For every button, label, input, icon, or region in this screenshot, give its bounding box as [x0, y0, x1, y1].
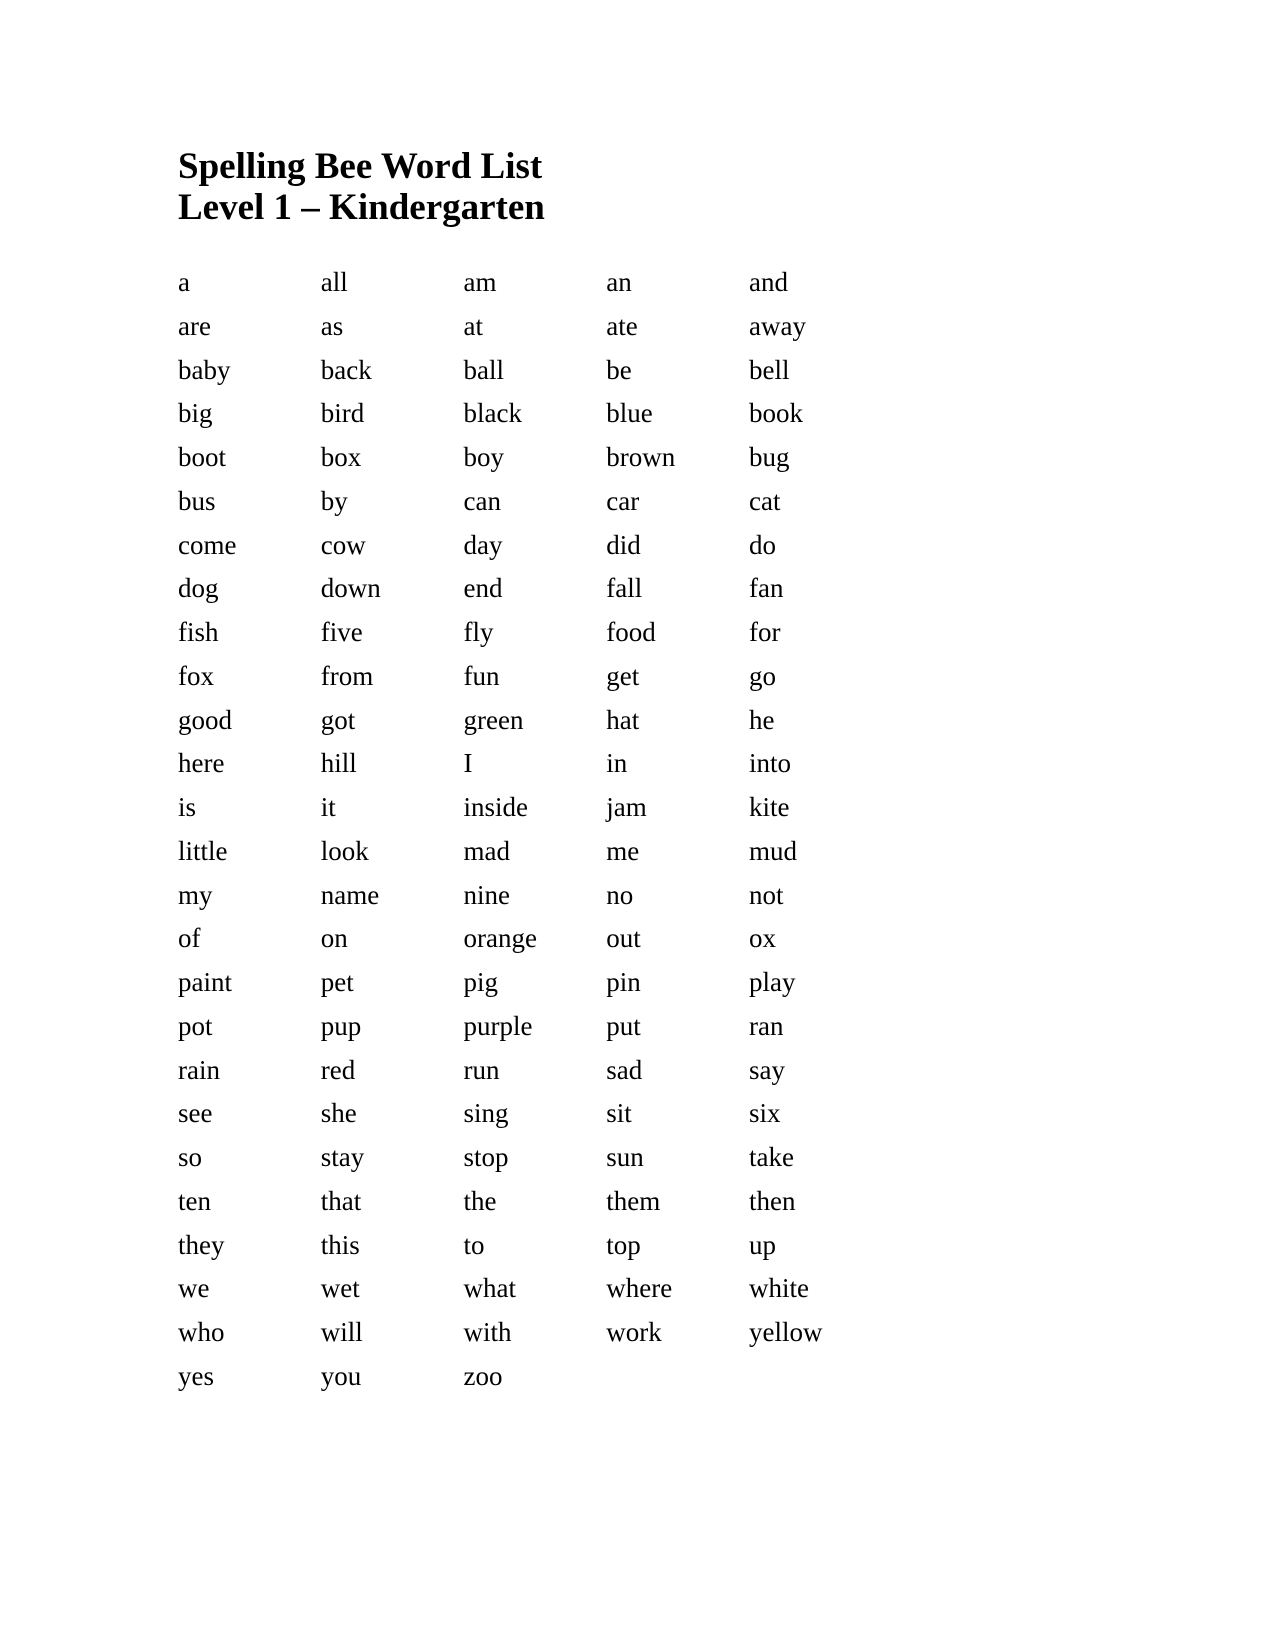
- word-cell: fan: [749, 573, 784, 604]
- title-block: [178, 146, 545, 228]
- word-cell: hill: [320, 748, 357, 779]
- word-cell: five: [320, 617, 363, 647]
- word-cell: take: [749, 1142, 794, 1172]
- word-cell: zoo: [463, 1360, 503, 1391]
- word-row: [178, 877, 892, 921]
- word-cell: it: [320, 792, 336, 822]
- word-cell: for: [749, 617, 781, 647]
- word-cell: at: [463, 310, 483, 341]
- word-cell: out: [606, 923, 641, 954]
- word-row: [178, 1314, 892, 1358]
- word-cell: ate: [606, 310, 638, 341]
- word-row: [178, 789, 892, 833]
- word-cell: by: [320, 485, 348, 516]
- word-cell: end: [463, 573, 503, 604]
- word-cell: my: [178, 879, 213, 910]
- word-cell: up: [749, 1229, 776, 1260]
- word-cell: will: [320, 1317, 363, 1347]
- word-cell: red: [320, 1054, 356, 1085]
- word-cell: baby: [178, 354, 231, 385]
- word-row: [178, 920, 892, 964]
- word-cell: little: [178, 835, 228, 866]
- word-cell: he: [749, 704, 775, 735]
- page-subtitle: Level 1 – Kindergarten: [178, 187, 545, 228]
- word-cell: them: [606, 1185, 661, 1216]
- word-cell: run: [463, 1054, 500, 1085]
- word-row: [178, 1008, 892, 1052]
- word-cell: fox: [178, 660, 214, 691]
- word-cell: mud: [749, 835, 798, 866]
- word-cell: cat: [749, 485, 781, 516]
- word-cell: sun: [606, 1142, 644, 1172]
- word-cell: bus: [178, 485, 216, 516]
- word-cell: boy: [463, 442, 504, 472]
- word-cell: fun: [463, 660, 500, 691]
- word-cell: back: [320, 354, 372, 385]
- page-title: Spelling Bee Word List: [178, 146, 543, 187]
- word-row: [178, 1139, 892, 1183]
- word-cell: black: [463, 398, 522, 429]
- word-cell: pin: [606, 967, 641, 997]
- word-cell: into: [749, 748, 792, 779]
- word-cell: orange: [463, 923, 537, 954]
- word-cell: can: [463, 485, 501, 516]
- word-row: [178, 570, 892, 614]
- word-cell: sing: [463, 1098, 509, 1129]
- word-row: [178, 527, 892, 571]
- word-cell: kite: [749, 792, 790, 822]
- word-cell: this: [320, 1229, 360, 1260]
- word-cell: bird: [320, 398, 365, 429]
- word-cell: get: [606, 660, 640, 691]
- word-cell: fall: [606, 573, 643, 604]
- word-cell: box: [320, 442, 362, 472]
- word-cell: white: [749, 1273, 809, 1304]
- word-cell: dog: [178, 573, 219, 604]
- word-cell: and: [749, 267, 788, 297]
- word-cell: sad: [606, 1054, 643, 1085]
- word-cell: an: [606, 267, 632, 297]
- word-row: [178, 1052, 892, 1096]
- word-cell: food: [606, 617, 656, 647]
- word-cell: down: [320, 573, 381, 604]
- word-row: [178, 264, 892, 308]
- word-row: [178, 1183, 892, 1227]
- word-cell: go: [749, 660, 776, 691]
- word-row: [178, 614, 892, 658]
- word-cell: ran: [749, 1010, 784, 1041]
- word-list-grid: [178, 264, 892, 1402]
- word-cell: to: [463, 1229, 485, 1260]
- word-row: [178, 702, 892, 746]
- word-cell: fly: [463, 617, 494, 647]
- word-cell: a: [178, 267, 190, 297]
- word-cell: brown: [606, 442, 676, 472]
- word-cell: fish: [178, 617, 219, 647]
- word-cell: on: [320, 923, 348, 954]
- word-cell: car: [606, 485, 640, 516]
- word-row: [178, 395, 892, 439]
- word-cell: what: [463, 1273, 516, 1304]
- word-cell: who: [178, 1317, 225, 1347]
- word-cell: do: [749, 529, 776, 560]
- word-cell: name: [320, 879, 380, 910]
- word-cell: look: [320, 835, 369, 866]
- word-cell: cow: [320, 529, 366, 560]
- word-cell: we: [178, 1273, 210, 1304]
- word-cell: from: [320, 660, 374, 691]
- word-cell: pig: [463, 967, 499, 997]
- word-cell: yellow: [749, 1317, 823, 1347]
- word-row: [178, 483, 892, 527]
- word-cell: pot: [178, 1010, 213, 1041]
- word-cell: ox: [749, 923, 776, 954]
- word-cell: of: [178, 923, 201, 954]
- word-cell: that: [320, 1185, 362, 1216]
- word-cell: good: [178, 704, 232, 735]
- word-cell: play: [749, 967, 796, 997]
- word-cell: nine: [463, 879, 510, 910]
- word-cell: so: [178, 1142, 203, 1172]
- word-row: [178, 745, 892, 789]
- word-row: [178, 1227, 892, 1271]
- word-cell: me: [606, 835, 640, 866]
- word-cell: be: [606, 354, 632, 385]
- word-cell: come: [178, 529, 237, 560]
- word-cell: away: [749, 310, 806, 341]
- word-cell: boot: [178, 442, 227, 472]
- word-row: [178, 308, 892, 352]
- word-cell: then: [749, 1185, 796, 1216]
- word-cell: book: [749, 398, 803, 429]
- word-cell: inside: [463, 792, 528, 822]
- word-cell: paint: [178, 967, 232, 997]
- word-row: [178, 658, 892, 702]
- word-cell: put: [606, 1010, 641, 1041]
- word-cell: work: [606, 1317, 662, 1347]
- word-cell: purple: [463, 1010, 533, 1041]
- word-cell: stop: [463, 1142, 509, 1172]
- word-cell: rain: [178, 1054, 220, 1085]
- word-cell: did: [606, 529, 641, 560]
- word-cell: bug: [749, 442, 790, 472]
- word-cell: big: [178, 398, 213, 429]
- word-cell: pup: [320, 1010, 362, 1041]
- word-row: [178, 964, 892, 1008]
- word-cell: ball: [463, 354, 504, 385]
- word-cell: is: [178, 792, 197, 822]
- word-cell: she: [320, 1098, 357, 1129]
- word-cell: six: [749, 1098, 781, 1129]
- word-cell: sit: [606, 1098, 632, 1129]
- word-cell: as: [320, 310, 344, 341]
- word-cell: hat: [606, 704, 640, 735]
- word-cell: here: [178, 748, 225, 779]
- word-cell: where: [606, 1273, 673, 1304]
- word-row: [178, 352, 892, 396]
- word-cell: top: [606, 1229, 641, 1260]
- word-cell: wet: [320, 1273, 360, 1304]
- word-cell: stay: [320, 1142, 365, 1172]
- word-cell: got: [320, 704, 356, 735]
- word-cell: ten: [178, 1185, 211, 1216]
- word-cell: see: [178, 1098, 213, 1129]
- word-row: [178, 833, 892, 877]
- word-cell: yes: [178, 1360, 214, 1391]
- word-cell: mad: [463, 835, 510, 866]
- word-cell: am: [463, 267, 497, 297]
- word-cell: day: [463, 529, 503, 560]
- word-cell: no: [606, 879, 634, 910]
- word-cell: the: [463, 1185, 497, 1216]
- word-row: [178, 1358, 892, 1402]
- word-row: [178, 1270, 892, 1314]
- word-cell: they: [178, 1229, 225, 1260]
- word-cell: in: [606, 748, 628, 779]
- word-cell: all: [320, 267, 348, 297]
- word-cell: not: [749, 879, 784, 910]
- word-cell: pet: [320, 967, 354, 997]
- word-cell: bell: [749, 354, 790, 385]
- word-cell: blue: [606, 398, 653, 429]
- word-cell: say: [749, 1054, 785, 1085]
- word-row: [178, 439, 892, 483]
- word-cell: green: [463, 704, 524, 735]
- word-cell: I: [463, 748, 473, 779]
- word-cell: jam: [606, 792, 647, 822]
- word-cell: are: [178, 310, 211, 341]
- word-row: [178, 1095, 892, 1139]
- word-cell: you: [320, 1360, 362, 1391]
- word-cell: with: [463, 1317, 512, 1347]
